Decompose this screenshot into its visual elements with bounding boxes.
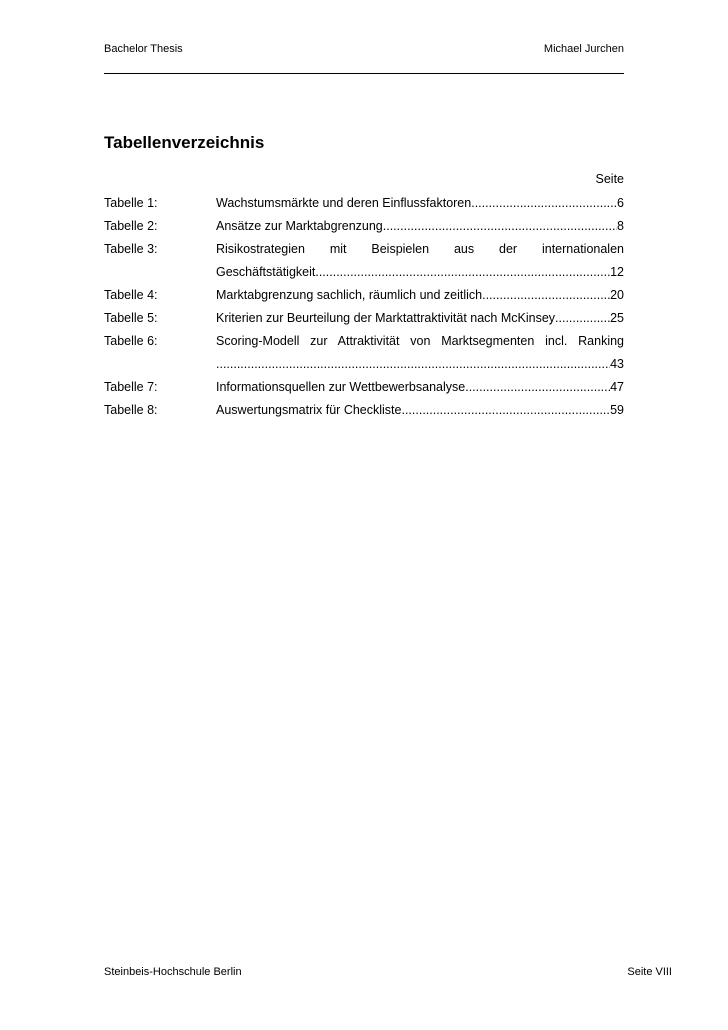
page-number: 12 [610, 265, 624, 279]
dot-leader [482, 284, 610, 307]
page-number: 6 [617, 196, 624, 210]
table-number: Tabelle 8: [104, 403, 158, 417]
table-number: Tabelle 7: [104, 380, 158, 394]
table-title: Wachstumsmärkte und deren Einflussfaktoren [216, 196, 472, 210]
table-number: Tabelle 1: [104, 196, 158, 210]
list-item[interactable] [104, 399, 624, 422]
table-title: Informationsquellen zur Wettbewerbsanalyse [216, 380, 466, 394]
seite-column-label: Seite [595, 172, 624, 186]
header-left-text: Bachelor Thesis [104, 43, 183, 55]
list-item[interactable] [104, 284, 624, 307]
page-number: 59 [610, 403, 624, 417]
dot-leader [465, 376, 610, 399]
dot-leader [555, 307, 610, 330]
header-divider [104, 73, 624, 74]
table-number: Tabelle 6: [104, 334, 158, 348]
table-title-line1: Scoring-Modell zur Attraktivität von Marktsegmenten incl. Ranking [216, 334, 624, 348]
dot-leader [401, 399, 610, 422]
list-item[interactable] [104, 376, 624, 399]
header-right-text: Michael Jurchen [543, 43, 624, 55]
table-number: Tabelle 3: [104, 242, 158, 256]
table-title: Auswertungsmatrix für Checkliste [216, 403, 402, 417]
page-title: Tabellenverzeichnis [104, 133, 265, 152]
list-item[interactable] [104, 215, 624, 238]
dot-leader [383, 215, 617, 238]
page-number: 25 [610, 311, 624, 325]
dot-leader [315, 261, 610, 284]
footer-left-text: Steinbeis-Hochschule Berlin [104, 966, 242, 978]
table-title-line1: Risikostrategien mit Beispielen aus der internationalen [216, 242, 624, 256]
table-title: Kriterien zur Beurteilung der Marktattraktivität nach McKinsey [216, 311, 556, 325]
table-number: Tabelle 4: [104, 288, 158, 302]
page-number: 43 [610, 357, 624, 371]
table-list [104, 192, 624, 422]
footer-right-text: Seite VIII [627, 966, 672, 978]
table-title: Geschäftstätigkeit [216, 265, 316, 279]
list-item[interactable] [104, 192, 624, 215]
table-number: Tabelle 5: [104, 311, 158, 325]
dot-leader [471, 192, 617, 215]
table-title: Marktabgrenzung sachlich, räumlich und zeitlich [216, 288, 483, 302]
page-number: 47 [610, 380, 624, 394]
table-title: Ansätze zur Marktabgrenzung [216, 219, 383, 233]
page-number: 20 [610, 288, 624, 302]
list-item[interactable] [104, 238, 624, 284]
list-item[interactable] [104, 330, 624, 376]
page-number: 8 [617, 219, 624, 233]
table-number: Tabelle 2: [104, 219, 158, 233]
list-item[interactable] [104, 307, 624, 330]
dot-leader [216, 353, 610, 376]
